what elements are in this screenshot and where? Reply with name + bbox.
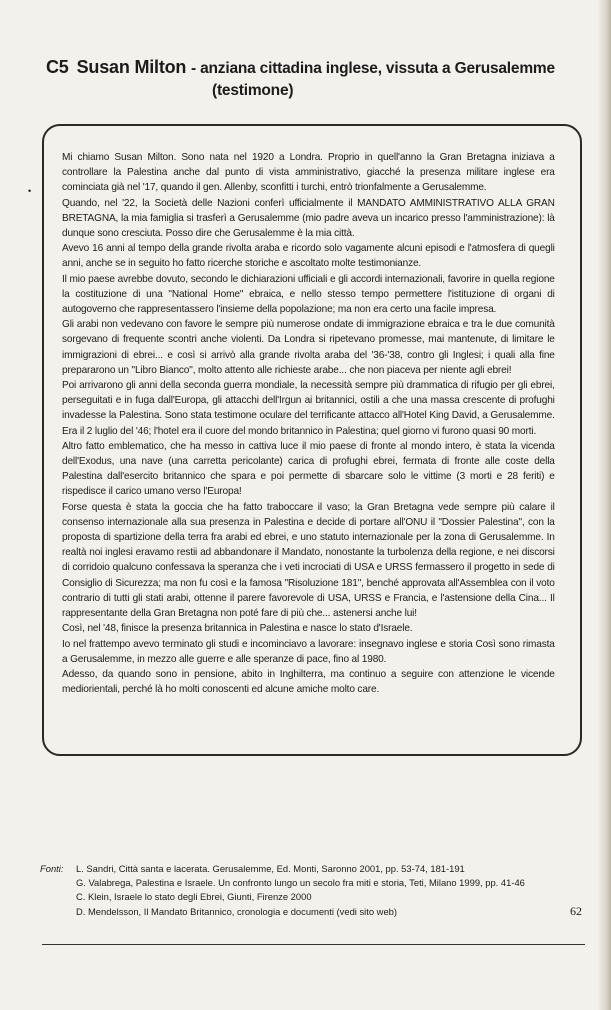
witness-name: Susan Milton [76,57,187,78]
source-item: G. Valabrega, Palestina e Israele. Un confronto lungo un secolo fra miti e storia, Teti, Milano 1999, pp. 41-46 [76,877,525,889]
testimony-paragraph: Io nel frattempo avevo terminato gli studi e incominciavo a lavorare: insegnavo inglese e storia Così sono rimasta a Gerusalemme, in mezzo alle guerre e alle speranze di pace, fino al 1980. [62,638,555,665]
margin-mark: • [28,186,32,196]
testimony-text [62,150,555,697]
testimony-paragraph: Poi arrivarono gli anni della seconda guerra mondiale, la necessità sempre più drammatica di rifugio per gli ebrei, perseguitati e in fuga dall'Europa, gli attacchi dell'Irgun ai britannici, ostili a che una massa crescente di profughi invadesse la Palestina. Sono stata testimone oculare del terrificante attacco all'Hotel King David, a Gerusalemme. Era il 2 luglio del '46; l'hotel era il cuore del mondo britannico in Palestina; quel giorno vi furono quasi 90 morti. [62,380,555,437]
testimony-paragraph: Il mio paese avrebbe dovuto, secondo le dichiarazioni ufficiali e gli accordi internazionali, favorire in quella regione la costituzione di una "National Home" ebraica, e nello stesso tempo permettere l'istituzione di organi di autogoverno che rappresentassero l'insieme della popolazione; ma non era certo una facile impresa. [62,273,555,316]
section-code: C5 [46,57,69,78]
title-subtitle: - anziana cittadina inglese, vissuta a Gerusalemme [191,60,555,78]
testimony-paragraph: Quando, nel '22, la Società delle Nazioni conferì ufficialmente il MANDATO AMMINISTRATIVO ALLA GRAN BRETAGNA, la mia famiglia si trasferì a Gerusalemme (mio padre aveva un incarico presso l'amministrazione): là dunque sono cresciuta. Posso dire che Gerusalemme è la mia città. [62,197,555,240]
testimony-paragraph: Così, nel '48, finisce la presenza britannica in Palestina e nasce lo stato d'Israele. [62,623,413,635]
bottom-rule [42,944,585,945]
book-spine-shadow [597,0,611,1010]
testimony-paragraph: Forse questa è stata la goccia che ha fatto traboccare il vaso; la Gran Bretagna vede sempre più calare il consenso internazionale alla sua presenza in Palestina e decide di portare all'ONU il "Dossier Palestina", con la proposta di spartizione della terra fra arabi ed ebrei, e uno statuto internazionale per la zona di Gerusalemme. In realtà noi inglesi eravamo restii ad abbandonare il Mandato, nonostante la turbolenza della regione, e nei discorsi di corridoio qualcuno confessava la speranza che i veti incrociati di USA e URSS fermassero il progetto in sede di Consiglio di Sicurezza; ma non fu così e la famosa "Risoluzione 181", benché approvata all'Assemblea con il voto contrario di tutti gli stati arabi, ottenne il parere favorevole di USA, URSS e Francia, e l'astensione della Cina... Il rappresentante della Gran Bretagna non poté fare di più che... astenersi anche lui! [62,501,555,620]
source-item: C. Klein, Israele lo stato degli Ebrei, Giunti, Firenze 2000 [76,891,312,903]
testimony-paragraph: Gli arabi non vedevano con favore le sempre più numerose ondate di immigrazione ebraica e tra le due comunità sorgevano di frequente scontri anche violenti. Da Londra si ripetevano promesse, mai mantenute, di limitare le immigrazioni di ebrei... e così si arrivò alla grande rivolta araba del '36-'38, contro gli Inglesi; i quali alla fine prepararono un "Libro Bianco", molto attento alle richieste arabe... che non piaceva per niente agli ebrei! [62,319,555,376]
title-subtitle-line2: (testimone) [212,82,294,100]
sources-list [40,862,560,919]
page-number: 62 [570,904,582,918]
source-item: D. Mendelsson, Il Mandato Britannico, cronologia e documenti (vedi sito web) [76,905,397,917]
testimony-paragraph: Avevo 16 anni al tempo della grande rivolta araba e ricordo solo vagamente alcuni episodi e l'atmosfera di quegli anni, anche se in seguito ho fatto ricerche storiche e ascoltato molte testimonianze. [62,243,555,270]
testimony-paragraph: Altro fatto emblematico, che ha messo in cattiva luce il mio paese di fronte al mondo intero, è stata la vicenda dell'Exodus, una nave (una carretta pericolante) carica di profughi ebrei, fermata di fronte alle coste della Palestina dall'esercito britannico che spara e poi permette di sbarcare solo le vittime (3 morti e 28 feriti) e rispedisce il carico umano verso l'Europa! [62,440,555,498]
sources-block [40,862,560,919]
testimony-paragraph: Mi chiamo Susan Milton. Sono nata nel 1920 a Londra. Proprio in quell'anno la Gran Bretagna iniziava a controllare la Palestina anche dal punto di vista amministrativo, giacché la presenza militare inglese era cominciata già nel '17, quando il gen. Allenby, sconfitti i turchi, entrò trionfalmente a Gerusalemme. [62,152,555,194]
testimony-paragraph: Adesso, da quando sono in pensione, abito in Inghilterra, ma continuo a seguire con attenzione le vicende mediorientali, perché là ho molti conoscenti ed alcune amiche molto care. [62,668,555,696]
sources-label: Fonti: [40,863,64,874]
source-item: L. Sandri, Città santa e lacerata. Gerusalemme, Ed. Monti, Saronno 2001, pp. 53-74, 181-191 [76,863,465,874]
page-title [46,56,596,102]
